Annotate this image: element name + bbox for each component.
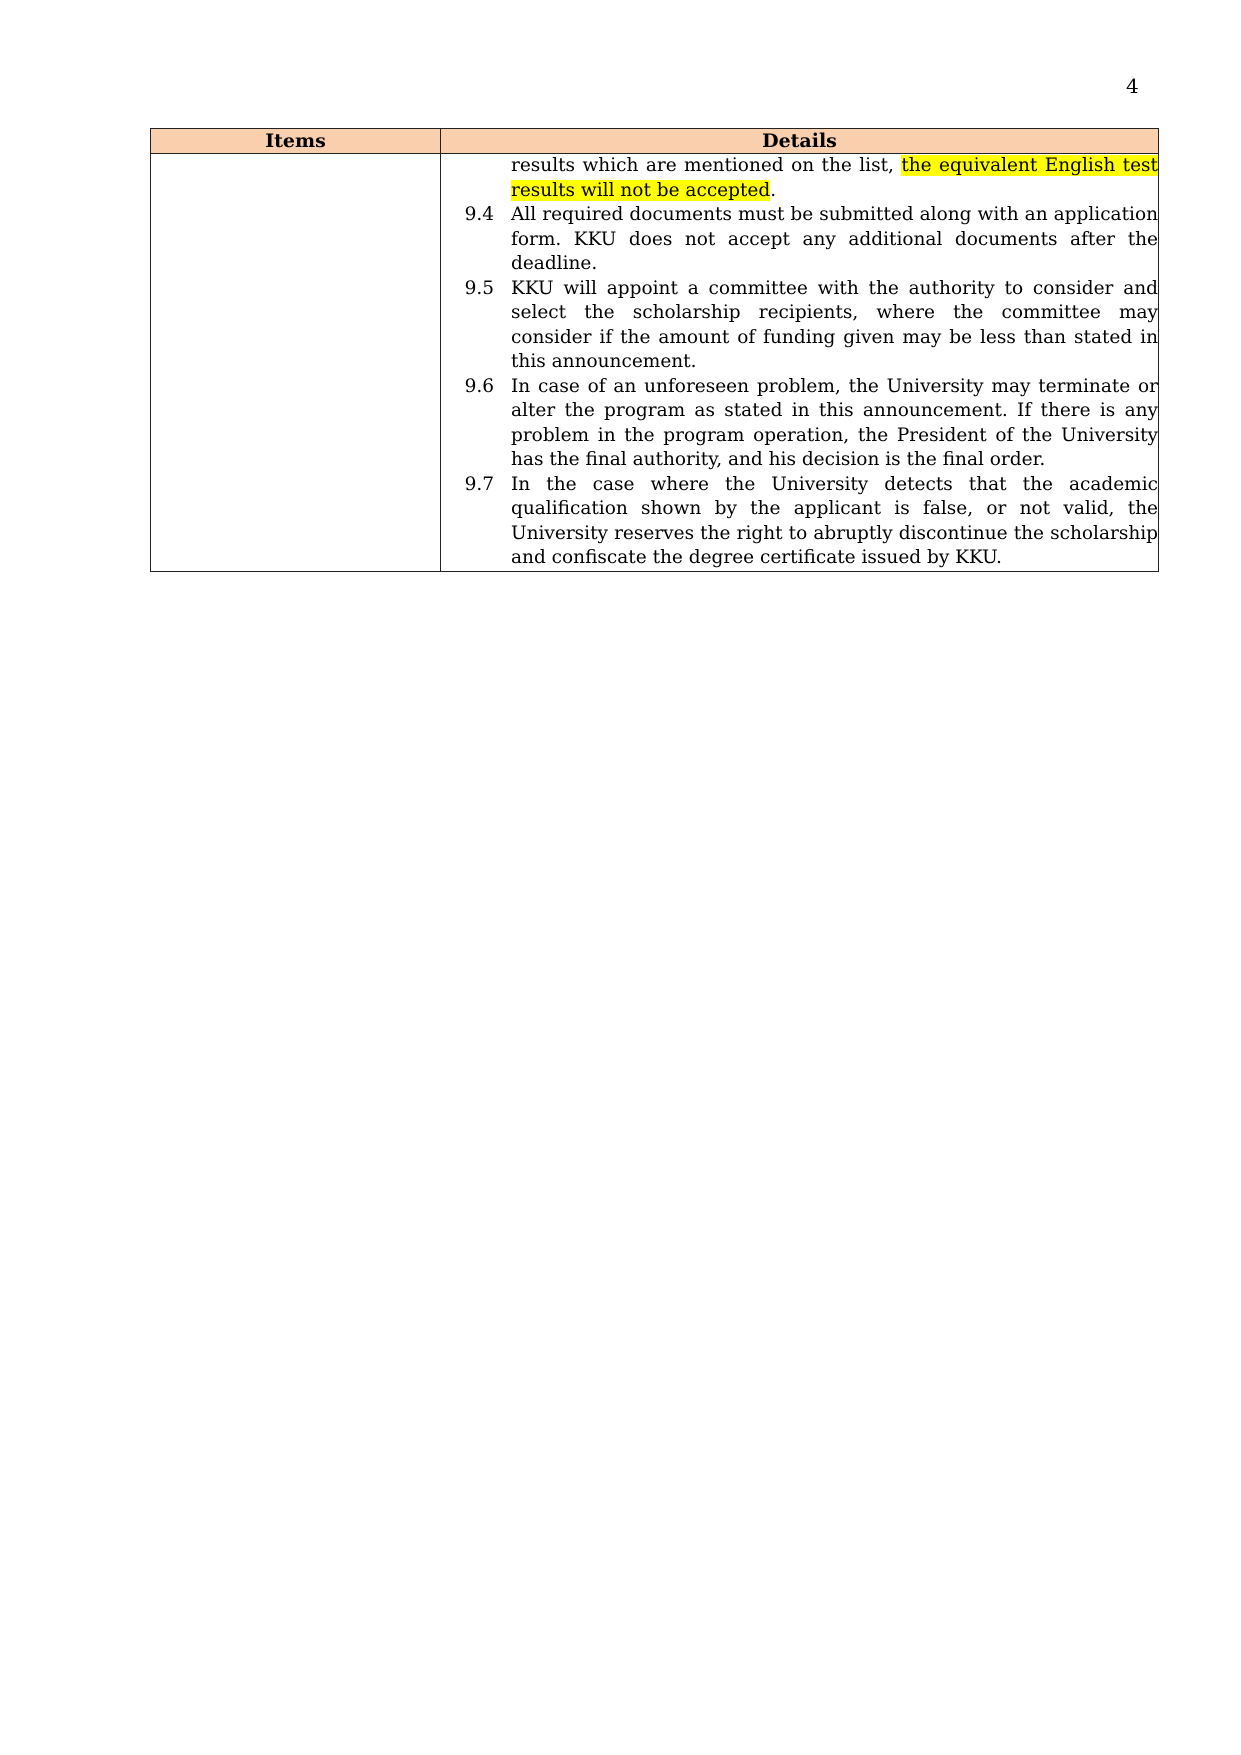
item-text: In case of an unforeseen problem, the University may terminate or alter the program as stated in this announcement. If there is any problem in the program operation, the President of the University has the final authority, and his decision is the final order. (511, 375, 1158, 470)
table-header-row (151, 129, 1159, 154)
item-number: 9.5 (464, 277, 494, 299)
item-text: In the case where the University detects that the academic qualification shown by the applicant is false, or not valid, the University reserves the right to abruptly discontinue the scholarship and confiscate the degree certificate issued by KKU. (511, 473, 1158, 568)
table-row (151, 154, 1159, 572)
page-number: 4 (1126, 74, 1139, 98)
continuation-end: . (770, 179, 777, 201)
items-cell (151, 154, 441, 572)
highlighted-text: the equivalent English test results will not be accepted (511, 155, 1158, 201)
continuation-paragraph (441, 154, 1158, 203)
item-number: 9.4 (464, 204, 494, 225)
details-column-header: Details (441, 129, 1159, 154)
details-cell (441, 154, 1159, 572)
list-item (441, 277, 1158, 375)
items-details-table (150, 128, 1159, 572)
item-number: 9.7 (464, 473, 494, 495)
item-text: KKU will appoint a committee with the authority to consider and select the scholarship recipients, where the committee may consider if the amount of funding given may be less than stated in this announcement. (511, 277, 1158, 372)
items-column-header: Items (151, 129, 441, 154)
list-item (441, 473, 1158, 571)
continuation-text: results which are mentioned on the list, (511, 155, 902, 176)
list-item (441, 375, 1158, 473)
item-number: 9.6 (464, 375, 494, 397)
item-text: All required documents must be submitted along with an application form. KKU does not accept any additional documents after the deadline. (511, 204, 1158, 274)
list-item (441, 203, 1158, 277)
